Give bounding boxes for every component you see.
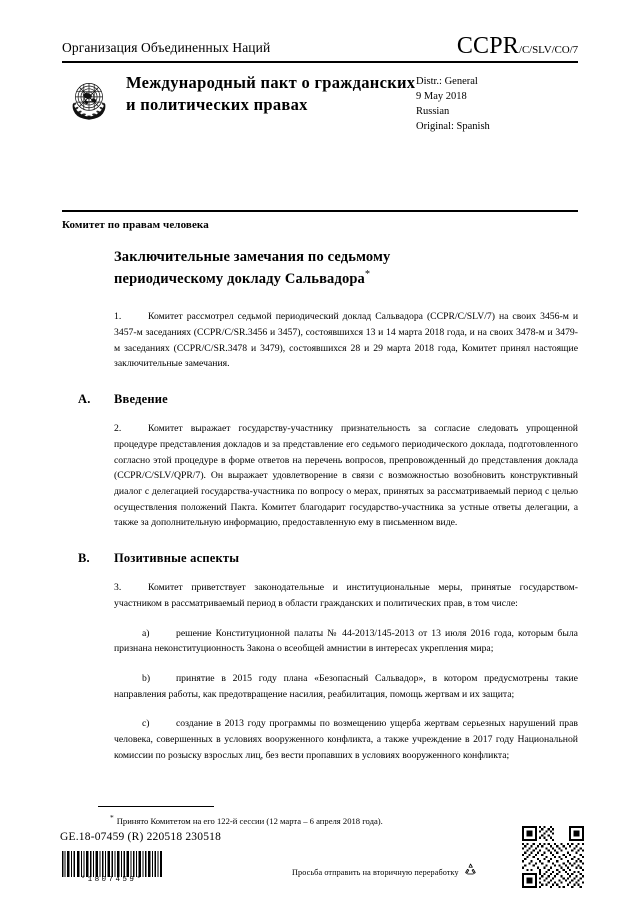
item-letter: b) [142, 673, 151, 685]
paragraph-number: 1. [114, 311, 122, 323]
footnote-area [62, 806, 578, 827]
page-title-text: Заключительные замечания по седьмому периодическому докладу Сальвадора [114, 249, 391, 287]
footnote-marker: * [110, 813, 114, 822]
paragraph-1 [114, 309, 578, 372]
distribution-type: Distr.: General [416, 76, 478, 87]
paragraph-2 [114, 421, 578, 531]
distribution-original: Original: Spanish [416, 120, 490, 132]
distribution-block [416, 72, 566, 135]
section-letter: B. [78, 551, 90, 566]
section-heading-a [78, 392, 578, 407]
list-item-b [114, 671, 578, 702]
symbol-suffix: /C/SLV/CO/7 [518, 44, 578, 56]
paragraph-number: 3. [114, 582, 122, 594]
paragraph-text: Комитет приветствует законодательные и институциональные меры, принятые государством-участником в рассматриваемый период в области гражданских и политических прав, в том числе: [114, 582, 578, 609]
paragraph-text: Комитет выражает государству-участнику признательность за согласие следовать упрощенной процедуре представления докладов и за представление его седьмого периодического доклада, подготовленного согласно этой процедуре в форме ответов на перечень вопросов, препровожденный до представления доклада (CCPR/C/SLV/QPR/7). Он выражает удовлетворение в связи с возможностью возобновить конструктивный диалог с делегацией государства-участника по вопросу о мерах, принятых за рассматриваемый период с целью осуществления положений Пакта. Комитет благодарит государство-участника за устные ответы делегации, а также за дополнительную информацию, предоставленную ему в письменном виде. [114, 423, 578, 529]
barcode [62, 851, 162, 877]
covenant-title: Международный пакт о гражданских и политических правах [126, 73, 416, 114]
document-code: GE.18-07459 (R) 220518 230518 [60, 831, 222, 843]
item-letter: c) [142, 718, 150, 730]
distribution-date: 9 May 2018 [416, 90, 467, 102]
symbol-main: CCPR [456, 33, 519, 59]
footnote-text: Принято Комитетом на его 122-й сессии (12 марта – 6 апреля 2018 года). [116, 815, 383, 826]
distribution-language: Russian [416, 105, 450, 117]
header-divider [62, 61, 578, 63]
recycling-icon [463, 862, 478, 882]
item-text: решение Конституционной палаты № 44-2013/145-2013 от 13 июля 2016 года, которым была признана неконституционность Закона о всеобщей амнистии в интересах укрепления мира; [114, 627, 578, 655]
masthead [62, 72, 578, 135]
document-header [62, 34, 578, 63]
document-body [62, 248, 578, 764]
section-letter: A. [78, 392, 91, 407]
un-emblem-icon [62, 74, 116, 126]
recycle-text: Просьба отправить на вторичную переработку [292, 867, 459, 877]
header-row [62, 34, 578, 58]
document-symbol [457, 34, 578, 58]
title-footnote-marker: * [364, 268, 371, 280]
section-title: Введение [114, 392, 168, 407]
footnote [110, 813, 578, 827]
list-item-a [114, 626, 578, 657]
section-title: Позитивные аспекты [114, 551, 240, 566]
page-title [114, 248, 444, 289]
barcode-digits: *1807459* [80, 876, 144, 884]
qr-code-icon [522, 826, 584, 888]
paragraph-text: Комитет рассмотрел седьмой периодический доклад Сальвадора (CCPR/C/SLV/7) на своих 3456-м и 3457-м заседаниях (CCPR/C/SR.3456 и 3457), состоявшихся 13 и 14 марта 2018 года, и на своих 3478-м и 3479-м заседаниях (CCPR/C/SR.3478 и 3479), состоявшихся 28 и 29 марта 2018 года, Комитет принял настоящие заключительные замечания. [114, 311, 578, 370]
section-heading-b [78, 551, 578, 566]
organization-name: Организация Объединенных Наций [62, 40, 271, 56]
recycle-notice [292, 862, 478, 882]
list-item-c [114, 716, 578, 763]
committee-divider [62, 210, 578, 212]
paragraph-number: 2. [114, 423, 122, 435]
footnote-divider [98, 806, 214, 807]
item-text: создание в 2013 году программы по возмещению ущерба жертвам серьезных нарушений прав человека, совершенных в условиях вооруженного конфликта, а также учреждение в 2017 году Национальной комиссии по розыску взрослых лиц, без вести пропавших в условиях вооруженного конфликта; [114, 718, 578, 761]
item-letter: a) [142, 627, 150, 639]
item-text: принятие в 2015 году плана «Безопасный Сальвадор», в котором предусмотрены такие направления работы, как предотвращение насилия, реабилитация, помощь жертвам и их защита; [114, 673, 578, 700]
committee-name: Комитет по правам человека [62, 219, 209, 231]
paragraph-3 [114, 580, 578, 611]
